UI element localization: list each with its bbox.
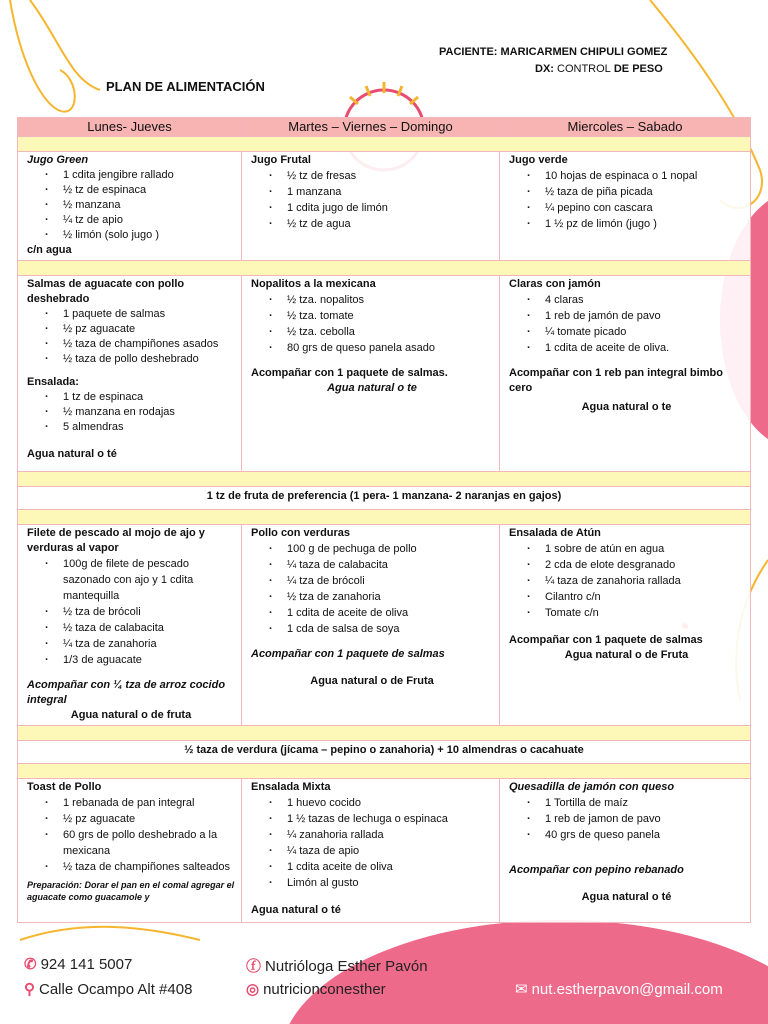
snack-text: ½ taza de verdura (jícama – pepino o zanahoria) + 10 almendras o cacahuate <box>18 741 751 764</box>
ingredient: · 1 reb de jamon de pavo <box>509 811 744 827</box>
preparation-note: Preparación: Dorar el pan en el comal agregar el aguacate como guacamole y <box>27 880 235 902</box>
separator-row <box>18 510 751 525</box>
ingredient: · 4 claras <box>509 292 744 308</box>
ingredient: · 1 ½ pz de limón (jugo ) <box>509 216 744 232</box>
location-pin-icon: ⚲ <box>24 981 35 998</box>
ingredient: · 1 manzana <box>251 184 493 200</box>
ingredient: · 60 grs de pollo deshebrado a la mexicana <box>27 827 235 859</box>
meal-cell <box>500 276 751 472</box>
side-note: Acompañar con 1 paquete de salmas. <box>251 367 448 379</box>
address-text: Calle Ocampo Alt #408 <box>39 981 193 998</box>
address <box>24 980 192 998</box>
ingredient-list <box>509 168 744 232</box>
ingredient: · ½ tz de fresas <box>251 168 493 184</box>
meal-plan-table <box>17 117 751 923</box>
drink-note: Agua natural o de fruta <box>70 709 192 721</box>
ingredient: · 1 cdita jengibre rallado <box>27 168 235 183</box>
column-header: Miercoles – Sabado <box>500 118 751 137</box>
meal-title: Jugo Green <box>27 154 89 166</box>
separator-row <box>18 726 751 741</box>
separator-row <box>18 764 751 779</box>
ingredient: · ½ taza de champiñones salteados <box>27 859 235 875</box>
drink-note: Agua natural o de Fruta <box>564 649 689 661</box>
ingredient: · 1 cda de salsa de soya <box>251 621 493 637</box>
meal-title: Nopalitos a la mexicana <box>251 278 376 290</box>
yellow-swirl-top-left <box>10 0 100 112</box>
instagram-text: nutricionconesther <box>263 981 386 998</box>
ingredient: · Cilantro c/n <box>509 589 744 605</box>
column-header: Martes – Viernes – Domingo <box>242 118 500 137</box>
ingredient: · ¼ tza de zanahoria <box>27 636 235 652</box>
facebook[interactable] <box>246 955 428 976</box>
meal-cell <box>500 152 751 261</box>
ingredient: · ½ tz de agua <box>251 216 493 232</box>
ingredient: · 1 cdita de aceite de oliva <box>251 605 493 621</box>
column-header: Lunes- Jueves <box>18 118 242 137</box>
drink-note: Agua natural o te <box>327 382 417 394</box>
ingredient: · 10 hojas de espinaca o 1 nopal <box>509 168 744 184</box>
meal-cell <box>242 152 500 261</box>
ingredient-list <box>251 541 493 637</box>
salad-list <box>27 390 235 435</box>
ingredient-list <box>509 795 744 843</box>
meal-title: Quesadilla de jamón con queso <box>509 781 675 793</box>
meal-title: Claras con jamón <box>509 278 601 290</box>
ingredient: · ½ tza de zanahoria <box>251 589 493 605</box>
ingredient: · ¼ pepino con cascara <box>509 200 744 216</box>
meal-title: Filete de pescado al mojo de ajo y verduras al vapor <box>27 527 205 554</box>
meal-cell <box>242 525 500 726</box>
meal-title: Toast de Pollo <box>27 781 102 793</box>
ingredient-list <box>509 541 744 621</box>
lunch-row <box>18 276 751 472</box>
email-text: nut.estherpavon@gmail.com <box>531 981 723 998</box>
ingredient: · ½ tza. tomate <box>251 308 493 324</box>
ingredient-list <box>251 168 493 232</box>
ingredient: · 40 grs de queso panela <box>509 827 744 843</box>
ingredient: · 1 reb de jamón de pavo <box>509 308 744 324</box>
ingredient: · ¼ tomate picado <box>509 324 744 340</box>
ingredient-list <box>27 168 235 243</box>
ingredient: · 5 almendras <box>27 420 235 435</box>
meal-cell <box>18 525 242 726</box>
instagram[interactable] <box>246 980 386 998</box>
ingredient: · 1 sobre de atún en agua <box>509 541 744 557</box>
ingredient: · 100 g de pechuga de pollo <box>251 541 493 557</box>
ingredient: · 1 rebanada de pan integral <box>27 795 235 811</box>
meal-footer: c/n agua <box>27 244 72 256</box>
mail-icon: ✉ <box>515 981 528 998</box>
ingredient: · ½ tz de espinaca <box>27 183 235 198</box>
instagram-icon: ◎ <box>246 981 260 998</box>
ingredient: · Limón al gusto <box>251 875 493 891</box>
meal-cell <box>500 779 751 923</box>
ingredient: · ½ taza de champiñones asados <box>27 337 235 352</box>
sun-rays <box>350 82 418 104</box>
meal-title: Jugo Frutal <box>251 154 311 166</box>
meal-title: Ensalada Mixta <box>251 781 331 793</box>
ingredient-list <box>27 795 235 875</box>
email[interactable] <box>515 980 723 998</box>
meal-row <box>18 525 751 726</box>
side-note: Acompañar con 1 paquete de salmas <box>509 634 703 646</box>
drink-note: Agua natural o té <box>251 904 341 916</box>
ingredient: · 1 paquete de salmas <box>27 307 235 322</box>
yellow-swirl-bottom <box>20 927 200 940</box>
ingredient: · 1 tz de espinaca <box>27 390 235 405</box>
meal-cell <box>242 276 500 472</box>
separator-row <box>18 261 751 276</box>
ingredient-list <box>251 292 493 356</box>
drink-note: Agua natural o té <box>27 448 117 460</box>
meal-title: Pollo con verduras <box>251 527 351 539</box>
diagnosis-value: CONTROL <box>557 63 611 75</box>
meal-cell <box>18 152 242 261</box>
diagnosis-label: DX: <box>535 63 554 75</box>
facebook-text: Nutrióloga Esther Pavón <box>265 958 428 975</box>
meal-title: Salmas de aguacate con pollo deshebrado <box>27 278 185 305</box>
phone-icon: ✆ <box>24 956 37 973</box>
ingredient: · ½ taza de calabacita <box>27 620 235 636</box>
ingredient-list <box>509 292 744 356</box>
ingredient: · 1 huevo cocido <box>251 795 493 811</box>
ingredient: · ½ limón (solo jugo ) <box>27 228 235 243</box>
ingredient: · Tomate c/n <box>509 605 744 621</box>
page-title: PLAN DE ALIMENTACIÓN <box>106 79 265 94</box>
phone <box>24 955 132 973</box>
separator-row <box>18 472 751 487</box>
drink-note: Agua natural o de Fruta <box>310 675 434 687</box>
ingredient: · ½ tza. cebolla <box>251 324 493 340</box>
ingredient: · ¼ taza de zanahoria rallada <box>509 573 744 589</box>
ingredient: · ¼ zanahoria rallada <box>251 827 493 843</box>
snack-row <box>18 741 751 764</box>
side-note: Acompañar con 1 reb pan integral bimbo cero <box>509 367 723 394</box>
facebook-icon: ⓕ <box>246 958 262 975</box>
ingredient: · ½ manzana <box>27 198 235 213</box>
ingredient: · ½ taza de piña picada <box>509 184 744 200</box>
ingredient: · ½ pz aguacate <box>27 811 235 827</box>
ingredient-list <box>251 795 493 891</box>
ingredient: · 1 Tortilla de maíz <box>509 795 744 811</box>
ingredient: · ½ manzana en rodajas <box>27 405 235 420</box>
ingredient-list <box>27 307 235 367</box>
drink-note: Agua natural o te <box>581 401 672 413</box>
ingredient: · 1 cdita aceite de oliva <box>251 859 493 875</box>
ingredient-list <box>27 556 235 668</box>
dinner-row <box>18 779 751 923</box>
ingredient: · 100g de filete de pescado sazonado con ajo y 1 cdita mantequilla <box>27 556 235 604</box>
ingredient: · ¼ tza de brócoli <box>251 573 493 589</box>
ingredient: · ½ tza de brócoli <box>27 604 235 620</box>
ingredient: · 1/3 de aguacate <box>27 652 235 668</box>
ingredient: · ¼ taza de calabacita <box>251 557 493 573</box>
ingredient: · ¼ taza de apio <box>251 843 493 859</box>
ingredient: · ½ pz aguacate <box>27 322 235 337</box>
salad-subtitle: Ensalada: <box>27 376 79 388</box>
phone-text: 924 141 5007 <box>40 956 133 973</box>
patient-name: PACIENTE: MARICARMEN CHIPULI GOMEZ <box>439 46 668 58</box>
ingredient: · ½ tza. nopalitos <box>251 292 493 308</box>
meal-title: Ensalada de Atún <box>509 527 601 539</box>
ingredient: · 1 ½ tazas de lechuga o espinaca <box>251 811 493 827</box>
ingredient: · 80 grs de queso panela asado <box>251 340 493 356</box>
ingredient: · ¼ tz de apio <box>27 213 235 228</box>
ingredient: · 2 cda de elote desgranado <box>509 557 744 573</box>
breakfast-row <box>18 152 751 261</box>
separator-row <box>18 137 751 152</box>
meal-cell <box>242 779 500 923</box>
drink-note: Agua natural o té <box>581 891 672 903</box>
days-header-row <box>18 118 751 137</box>
snack-row <box>18 487 751 510</box>
side-note: Acompañar con 1 paquete de salmas <box>251 648 445 660</box>
meal-cell <box>18 276 242 472</box>
diagnosis-tail: DE PESO <box>613 63 663 75</box>
side-note: Acompañar con pepino rebanado <box>509 864 684 876</box>
meal-cell <box>18 779 242 923</box>
meal-cell <box>500 525 751 726</box>
ingredient: · 1 cdita jugo de limón <box>251 200 493 216</box>
snack-text: 1 tz de fruta de preferencia (1 pera- 1 manzana- 2 naranjas en gajos) <box>18 487 751 510</box>
meal-title: Jugo verde <box>509 154 568 166</box>
ingredient: · 1 cdita de aceite de oliva. <box>509 340 744 356</box>
ingredient: · ½ taza de pollo deshebrado <box>27 352 235 367</box>
side-note: Acompañar con ¼ tza de arroz cocido integral <box>27 679 226 706</box>
